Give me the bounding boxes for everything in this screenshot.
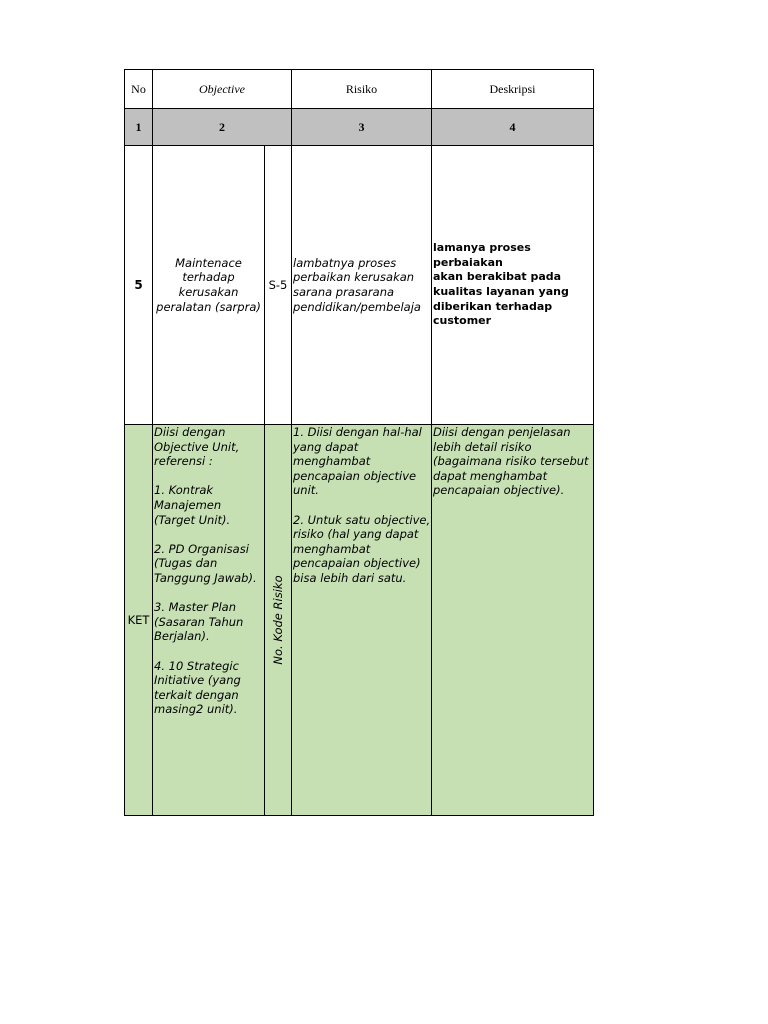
column-number-3: [291, 108, 432, 146]
header-objective: [152, 69, 292, 109]
ket-deskripsi: [431, 424, 594, 816]
row-5-risiko-text: lambatnya proses perbaikan kerusakan sarana prasarana pendidikan/pembelaja: [293, 255, 421, 314]
row-5-deskripsi-text: lamanya proses perbaiakan akan berakibat pada kualitas layanan yang diberikan terhadap customer: [433, 241, 569, 328]
row-5-objective-text: Maintenace terhadap kerusakan peralatan (sarpra): [156, 255, 261, 314]
header-objective-label: Objective: [199, 81, 245, 96]
row-5-risiko: [291, 145, 432, 425]
ket-kode-vertical-label: No. Kode Risiko: [271, 575, 285, 665]
ket-risiko: [291, 424, 432, 816]
header-no: [124, 69, 153, 109]
ket-risiko-text: 1. Diisi dengan hal-hal yang dapat menghambat pencapaian objective unit. 2. Untuk satu objective, risiko (hal yang dapat menghambat pencapaian objective) bisa lebih dari satu.: [293, 425, 431, 585]
ket-deskripsi-text: Diisi dengan penjelasan lebih detail risiko (bagaimana risiko tersebut dapat menghambat pencapaian objective).: [433, 425, 589, 498]
column-number-2-label: 2: [219, 119, 225, 134]
row-5-no-value: 5: [134, 278, 143, 292]
column-number-3-label: 3: [358, 119, 365, 134]
row-5-no: [124, 145, 153, 425]
ket-kode: [264, 424, 292, 816]
column-number-1: [124, 108, 153, 146]
header-deskripsi-label: Deskripsi: [489, 81, 536, 96]
header-risiko: [291, 69, 432, 109]
row-5-kode: [264, 145, 292, 425]
column-number-4-label: 4: [509, 119, 516, 134]
row-5-objective: [152, 145, 265, 425]
header-deskripsi: [431, 69, 594, 109]
row-5-deskripsi: [431, 145, 594, 425]
ket-objective: [152, 424, 265, 816]
header-risiko-label: Risiko: [345, 81, 378, 96]
ket-label-cell: [124, 424, 153, 816]
ket-objective-text: Diisi dengan Objective Unit, referensi : 1. Kontrak Manajemen (Target Unit). 2. PD Organisasi (Tugas dan Tanggung Jawab). 3. Master Plan (Sasaran Tahun Berjalan). 4. 10 Strategic Initiative (yang terkait dengan masing2 unit).: [154, 425, 257, 717]
header-no-label: No: [131, 81, 146, 96]
column-number-1-label: 1: [135, 119, 142, 134]
ket-label: KET: [127, 613, 150, 627]
row-5-kode-value: S-5: [268, 278, 288, 292]
column-number-4: [431, 108, 594, 146]
column-number-2: [152, 108, 292, 146]
